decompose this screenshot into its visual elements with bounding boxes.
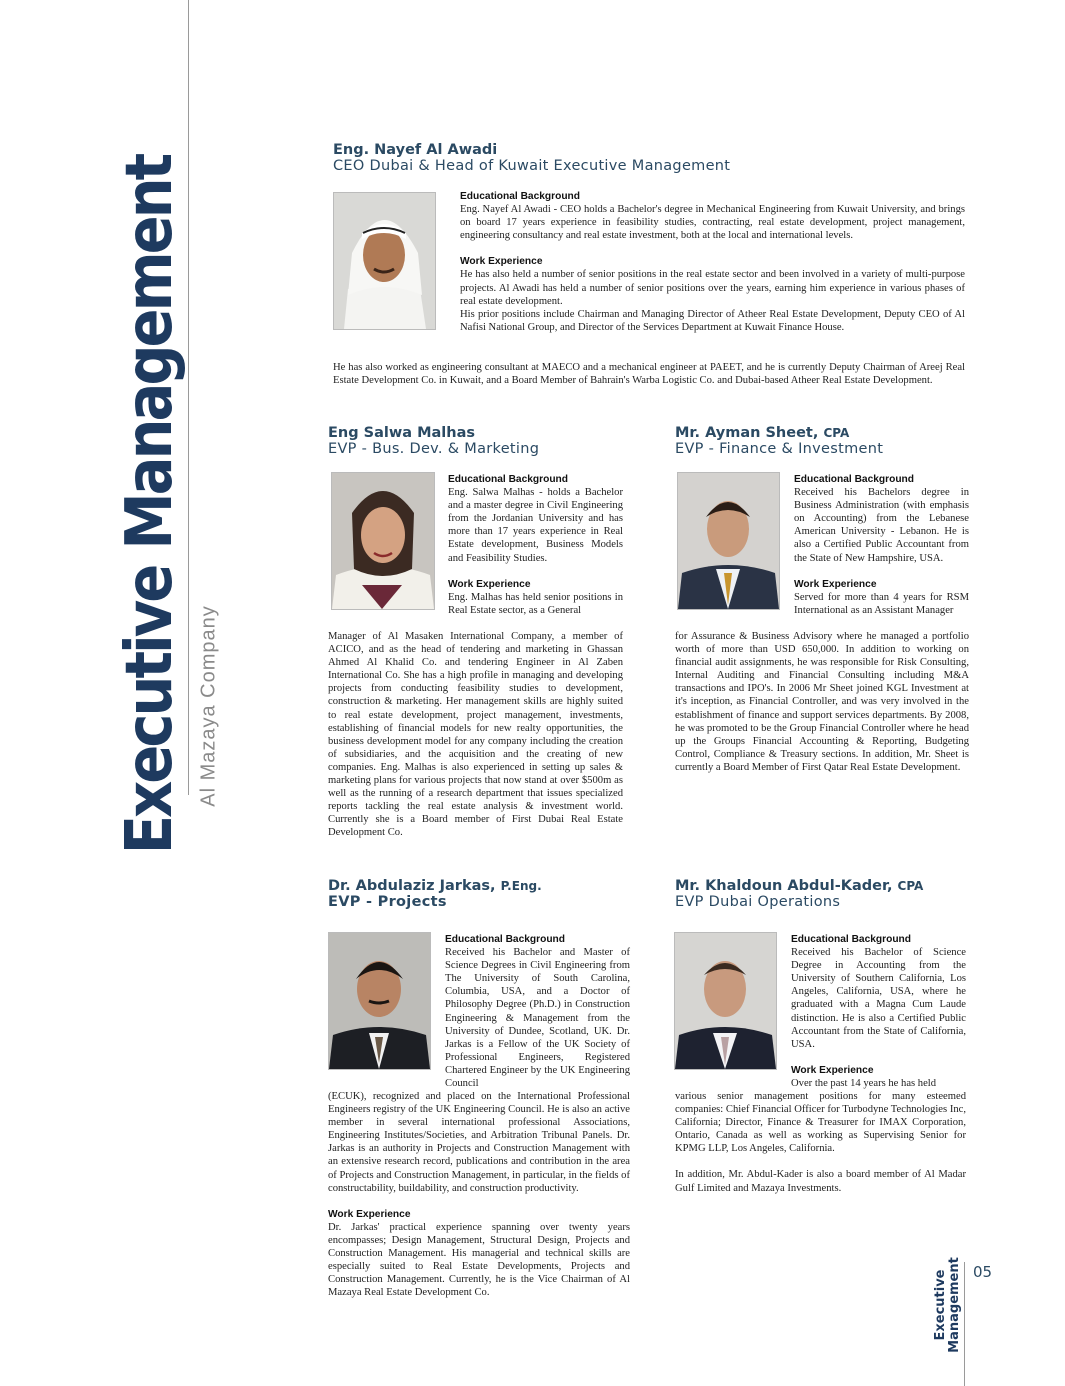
executive-role-khaldoun: EVP Dubai Operations (675, 894, 841, 910)
extra-text-nayef: He has also worked as engineering consultant at MAECO and a mechanical engineer at PAEET, and he is currently Deputy Chairman of Areej Real Estate Development Co. in Kuwait, and a Board Member of Bahrain's Warba Logistic Co. and Dubai-based Atheer Real Estate Development. (333, 362, 965, 387)
education-paragraph-salwa: Eng. Salwa Malhas - holds a Bachelor and a master degree in Civil Engineering from the Jordanian University and has more than 17 years experience in Real Estate development, Business Models and Feasibility Studies. (448, 487, 623, 564)
executive-name-jarkas (328, 878, 542, 894)
heading-educational-background: Educational Background (460, 191, 581, 202)
name-suffix: CPA (823, 426, 850, 440)
bio-text-khaldoun (791, 933, 966, 1090)
footer-section-title (934, 1257, 962, 1353)
executive-role-salwa: EVP - Bus. Dev. & Marketing (328, 441, 540, 457)
heading-work-experience: Work Experience (791, 1064, 874, 1076)
education-paragraph-khaldoun: Received his Bachelor of Science Degree in Accounting from the University of Southern California, Los Angeles, California, USA, where he graduated with a Magna Cum Laude distinction. He is also a Certified Public Accountant from the State of California, USA. (791, 947, 966, 1050)
portrait-photo-khaldoun (674, 932, 777, 1070)
footer-title-line2: Management (947, 1257, 962, 1353)
work-paragraph-salwa: Manager of Al Masaken International Company, a member of ACICO, and as the head of tendering and marketing in Ghassan Ahmed Al Khalid Co. and tendering Engineer in Al Zaben International Co. She has a high profile in managing and developing projects from conducting feasibility studies to development, construction & marketing. Her management skills are highly suited to real estate development, project management, investments, establishing of financial models for new realty opportunities, the business development model for any company including the creation of subsidiaries, and the acquisition and the creating of new companies. Eng. Malhas is also experienced in setting up sales & marketing plans for various projects that now stand at over $500m as well as the running of a research department that issues specialized reports tackling the real estate analysis & investment world. Currently she is a Board member of First Dubai Real Estate Development Co. (328, 631, 623, 839)
heading-educational-background: Educational Background (791, 934, 912, 945)
executive-name-salwa: Eng Salwa Malhas (328, 425, 476, 441)
bio-text-salwa-continued (328, 630, 623, 840)
heading-work-experience: Work Experience (448, 578, 531, 590)
heading-work-experience: Work Experience (460, 256, 543, 268)
portrait-photo-salwa (331, 472, 435, 610)
name-text: Dr. Abdulaziz Jarkas, (328, 878, 496, 894)
footer-title-line1: Executive (933, 1269, 948, 1341)
executive-role-nayef: CEO Dubai & Head of Kuwait Executive Management (333, 158, 731, 174)
work-paragraph-nayef-2: His prior positions include Chairman and Managing Director of Atheer Real Estate Development, Deputy CEO of Al Nafisi National Group, and Director of the Services Department at Kuwait Finance House. (460, 308, 965, 333)
heading-work-experience: Work Experience (794, 578, 877, 590)
heading-educational-background: Educational Background (794, 474, 915, 485)
footer-divider-line (964, 1262, 965, 1386)
extra-text-khaldoun: In addition, Mr. Abdul-Kader is also a board member of Al Madar Gulf Limited and Mazaya Investments. (675, 1169, 966, 1194)
education-paragraph-ayman: Received his Bachelors degree in Business Administration (with emphasis on Accounting) from the Lebanese American University - Lebanon. He is also a Certified Public Accountant from the State of New Hampshire, USA. (794, 487, 969, 564)
work-paragraph-ayman: for Assurance & Business Advisory where he managed a portfolio worth of more than USD 650,000. In addition to working on financial audit assignments, he was responsible for Risk Consulting, Internal Auditing and Financial Consulting including M&A transactions and IPO's. In 2006 Mr Sheet joined KGL Investment at it's inception, as Financial Controller, and was very involved in the establishment of finance and support services departments. By 2008, he was promoted to be the Group Financial Controller where he head up the Groups Financial Accounting & Reporting, Budgeting Control, Compliance & Treasury sections. In addition, Mr. Sheet is currently a Board Member of First Qatar Real Estate Development. (675, 631, 969, 773)
name-text: Mr. Ayman Sheet, (675, 425, 819, 441)
bio-text-nayef (460, 190, 965, 334)
name-suffix: P.Eng. (500, 879, 542, 893)
work-paragraph-salwa-side: Eng. Malhas has held senior positions in Real Estate sector, as a General (448, 591, 623, 616)
education-paragraph-jarkas-side: Received his Bachelor and Master of Science Degrees in Civil Engineering from The University of South Carolina, Columbia, USA, and a Doctor of Philosophy Degree (Ph.D.) in Construction Engineering & Management from the University of Dundee, Scotland, UK. Dr. Jarkas is a Fellow of the UK Society of Professional Engineers, Registered Chartered Engineer by the UK Engineering Council (445, 947, 630, 1090)
heading-work-experience: Work Experience (328, 1208, 411, 1220)
bio-text-salwa (448, 473, 623, 617)
executive-role-ayman: EVP - Finance & Investment (675, 441, 884, 457)
bio-text-ayman-continued (675, 630, 969, 774)
work-paragraph-khaldoun: various senior management positions for many esteemed companies: Chief Financial Officer for Turbodyne Technologies Inc, California; Director, Finance & Treasurer for IMAX Corporation, Ontario, Canada as well as working as Supervising Senior for KPMG LLP, Los Angeles, California. (675, 1091, 966, 1155)
name-suffix: CPA (897, 879, 924, 893)
left-divider-line (188, 0, 189, 795)
name-text: Mr. Khaldoun Abdul-Kader, (675, 878, 893, 894)
bio-text-jarkas (445, 933, 630, 1090)
work-paragraph-nayef-1: He has also held a number of senior positions in the real estate sector and been involved in a variety of multi-purpose projects. Al Awadi has held a number of senior positions over the years, earning him experience in various phases of real estate development. (460, 269, 965, 307)
portrait-photo-ayman (677, 472, 780, 610)
portrait-photo-nayef (333, 192, 436, 330)
heading-educational-background: Educational Background (448, 474, 569, 485)
work-paragraph-jarkas: Dr. Jarkas' practical experience spanning over twenty years encompasses; Design Management, Structural Design, Projects and Construction Management. His managerial and technical skills are especially suited to Real Estate Developments, Projects and Construction Management. Currently, he is the Vice Chairman of Al Mazaya Real Estate Development Co. (328, 1221, 630, 1299)
executive-name-khaldoun (675, 878, 923, 894)
portrait-photo-jarkas (328, 932, 431, 1070)
work-paragraph-khaldoun-side: Over the past 14 years he has held (791, 1077, 937, 1089)
bio-text-jarkas-continued (328, 1090, 630, 1299)
side-subtitle: Al Mazaya Company (197, 605, 220, 807)
education-paragraph-jarkas: (ECUK), recognized and placed on the International Professional Engineers registry of the UK Engineering Council. He is also an active member in several international professional Associations, Engineering Institutes/Societies, and Arbitration Tribunal Panels. Dr. Jarkas is an authority in Projects and Construction Management with an extensive research record, publications and contribution in the area of Projects and Construction Management, in particular, in the fields of constructability, buildability, and construction productivity. (328, 1091, 631, 1194)
page-number: 05 (973, 1263, 993, 1281)
bio-text-ayman (794, 473, 969, 617)
side-title: Executive Management (113, 155, 187, 855)
heading-educational-background: Educational Background (445, 934, 566, 945)
bio-text-khaldoun-continued (675, 1090, 966, 1195)
extra-paragraph-nayef (333, 361, 965, 387)
executive-role-jarkas: EVP - Projects (328, 894, 447, 910)
executive-name-nayef: Eng. Nayef Al Awadi (333, 142, 498, 158)
work-paragraph-ayman-side: Served for more than 4 years for RSM International as an Assistant Manager (794, 591, 969, 616)
education-paragraph-nayef: Eng. Nayef Al Awadi - CEO holds a Bachelor's degree in Mechanical Engineering from Kuwait University, and brings on board 17 years experience in feasibility studies, contracting, real estate development, project management, engineering consultancy and real estate investment, both at the local and international levels. (460, 204, 965, 242)
executive-name-ayman (675, 425, 849, 441)
